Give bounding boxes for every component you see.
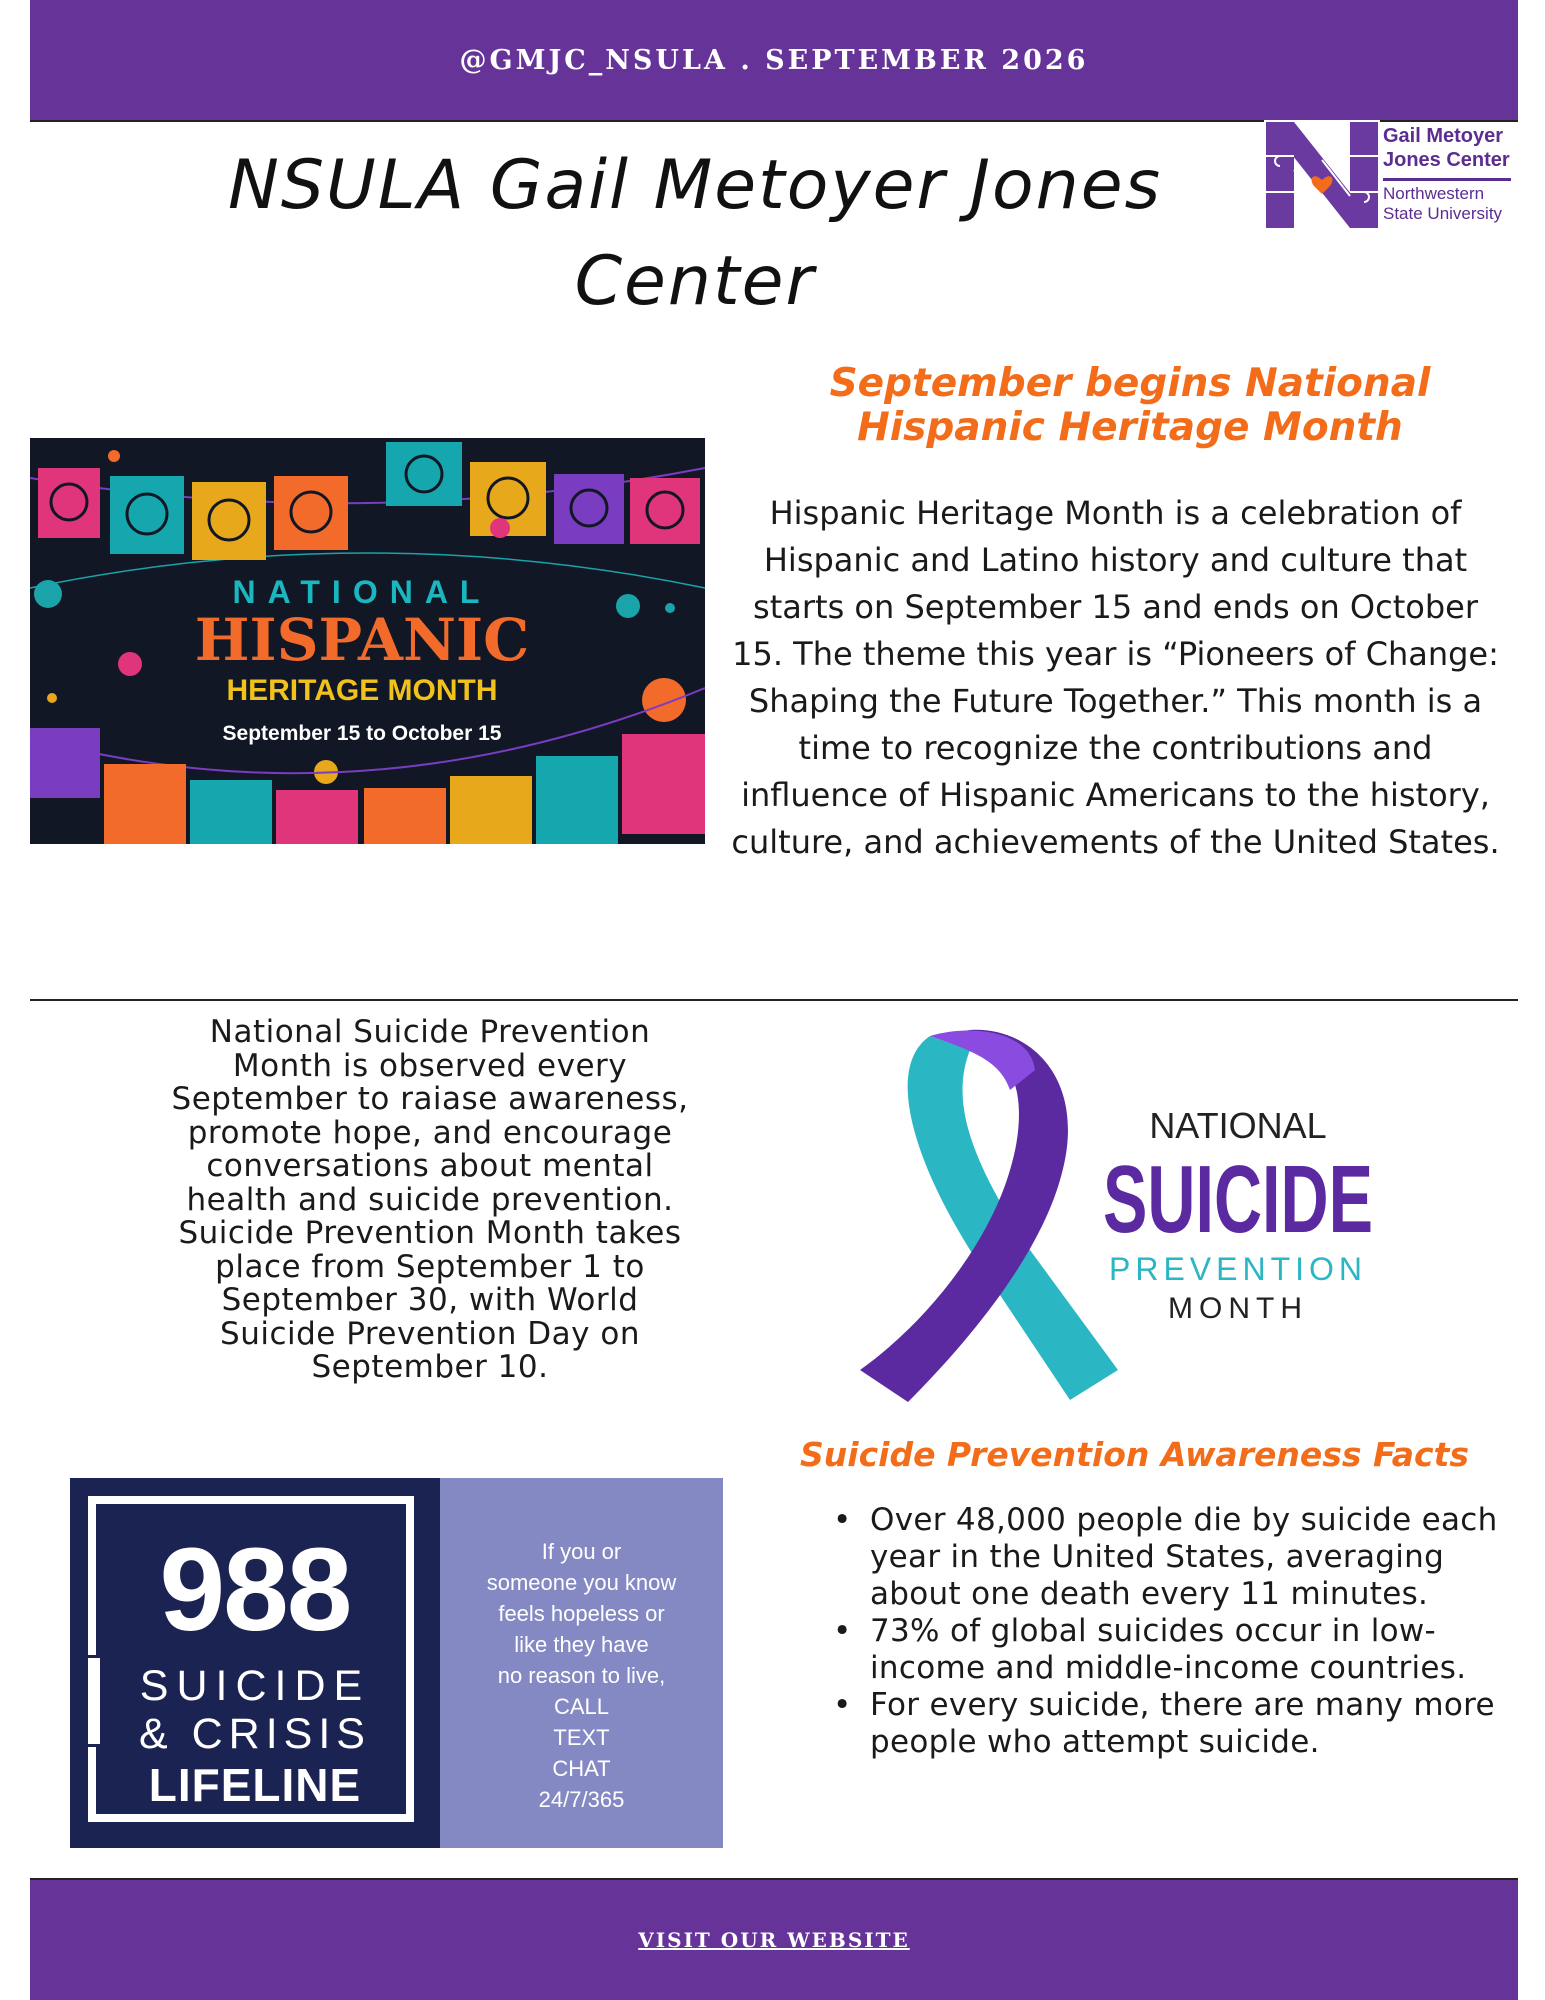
logo-divider — [1383, 178, 1511, 181]
lifeline-message — [440, 1536, 723, 1815]
lifeline-message-line: If you or — [541, 1539, 622, 1564]
lifeline-message-panel — [440, 1478, 723, 1848]
hispanic-heritage-body: Hispanic Heritage Month is a celebration of Hispanic and Latino history and culture that starts on September 15 and ends on October 15. The theme this year is “Pioneers of Change: Shaping the Future Together.” This month is a time to recognize the contributions and influence of Hispanic Americans to the history, culture, and achievements of the United States. — [731, 494, 1500, 861]
facts-list — [870, 1502, 1510, 1761]
lifeline-message-line: like they have — [514, 1632, 649, 1657]
lifeline-message-line: CHAT — [552, 1756, 611, 1781]
lifeline-message-line: CALL — [553, 1694, 610, 1719]
papel-picado-banner-image — [30, 438, 705, 844]
hispanic-heritage-banner — [30, 438, 705, 844]
lifeline-message-line: feels hopeless or — [498, 1601, 665, 1626]
visit-website-link[interactable]: VISIT OUR WEBSITE — [638, 1928, 910, 1952]
lifeline-suicide: SUICIDE — [139, 1662, 371, 1710]
header-bar — [30, 0, 1518, 120]
suicide-prevention-body: National Suicide Prevention Month is observed every September to raiase awareness, promote hope, and encourage conversations about mental health and suicide prevention. Suicide Prevention Month takes place from September 1 to September 30, with World Suicide Prevention Day on September 10. — [171, 1014, 689, 1385]
lifeline-message-line: TEXT — [553, 1725, 610, 1750]
hispanic-heritage-heading: September begins National Hispanic Heritage Month — [829, 361, 1431, 450]
banner-heritage-month: HERITAGE MONTH — [226, 674, 498, 707]
banner-national: NATIONAL — [232, 574, 492, 610]
ribbon-prevention: PREVENTION — [1108, 1251, 1368, 1287]
ribbon-month: MONTH — [1168, 1292, 1308, 1325]
logo-center-name: Gail Metoyer Jones Center — [1383, 125, 1510, 171]
fact-item: • 73% of global suicides occur in low-income and middle-income countries. — [870, 1613, 1510, 1687]
center-logo — [1264, 120, 1514, 230]
lifeline-word: LIFELINE — [148, 1759, 362, 1811]
banner-hispanic: HISPANIC — [194, 606, 530, 674]
banner-dates: September 15 to October 15 — [222, 722, 502, 745]
lifeline-graphic — [70, 1478, 723, 1848]
ribbon-national: NATIONAL — [1149, 1105, 1327, 1146]
lifeline-message-line: someone you know — [486, 1570, 677, 1595]
suicide-prevention-ribbon-logo — [860, 1030, 1400, 1405]
fact-item: • For every suicide, there are many more people who attempt suicide. — [870, 1687, 1510, 1761]
lifeline-crisis: & CRISIS — [139, 1710, 371, 1758]
fact-item: • Over 48,000 people die by suicide each year in the United States, averaging about one death every 11 minutes. — [870, 1502, 1510, 1613]
lifeline-number: 988 — [159, 1524, 351, 1656]
logo-university-name: Northwestern State University — [1383, 184, 1503, 223]
awareness-ribbon-icon — [860, 1030, 1400, 1405]
header-handle-date: @GMJC_NSULA . SEPTEMBER 2026 — [459, 44, 1089, 76]
ribbon-suicide: SUICIDE — [1103, 1146, 1373, 1253]
puzzle-heart-n-logo-icon — [1264, 120, 1380, 230]
lifeline-frame-bar — [88, 1658, 100, 1744]
lifeline-message-line: 24/7/365 — [538, 1787, 625, 1812]
section-divider — [30, 999, 1518, 1001]
lifeline-message-line: no reason to live, — [497, 1663, 666, 1688]
page-title: NSULA Gail Metoyer Jones Center — [227, 146, 1163, 321]
footer-bar — [30, 1878, 1518, 2000]
lifeline-logo-panel — [70, 1478, 440, 1848]
facts-heading: Suicide Prevention Awareness Facts — [800, 1435, 1470, 1474]
